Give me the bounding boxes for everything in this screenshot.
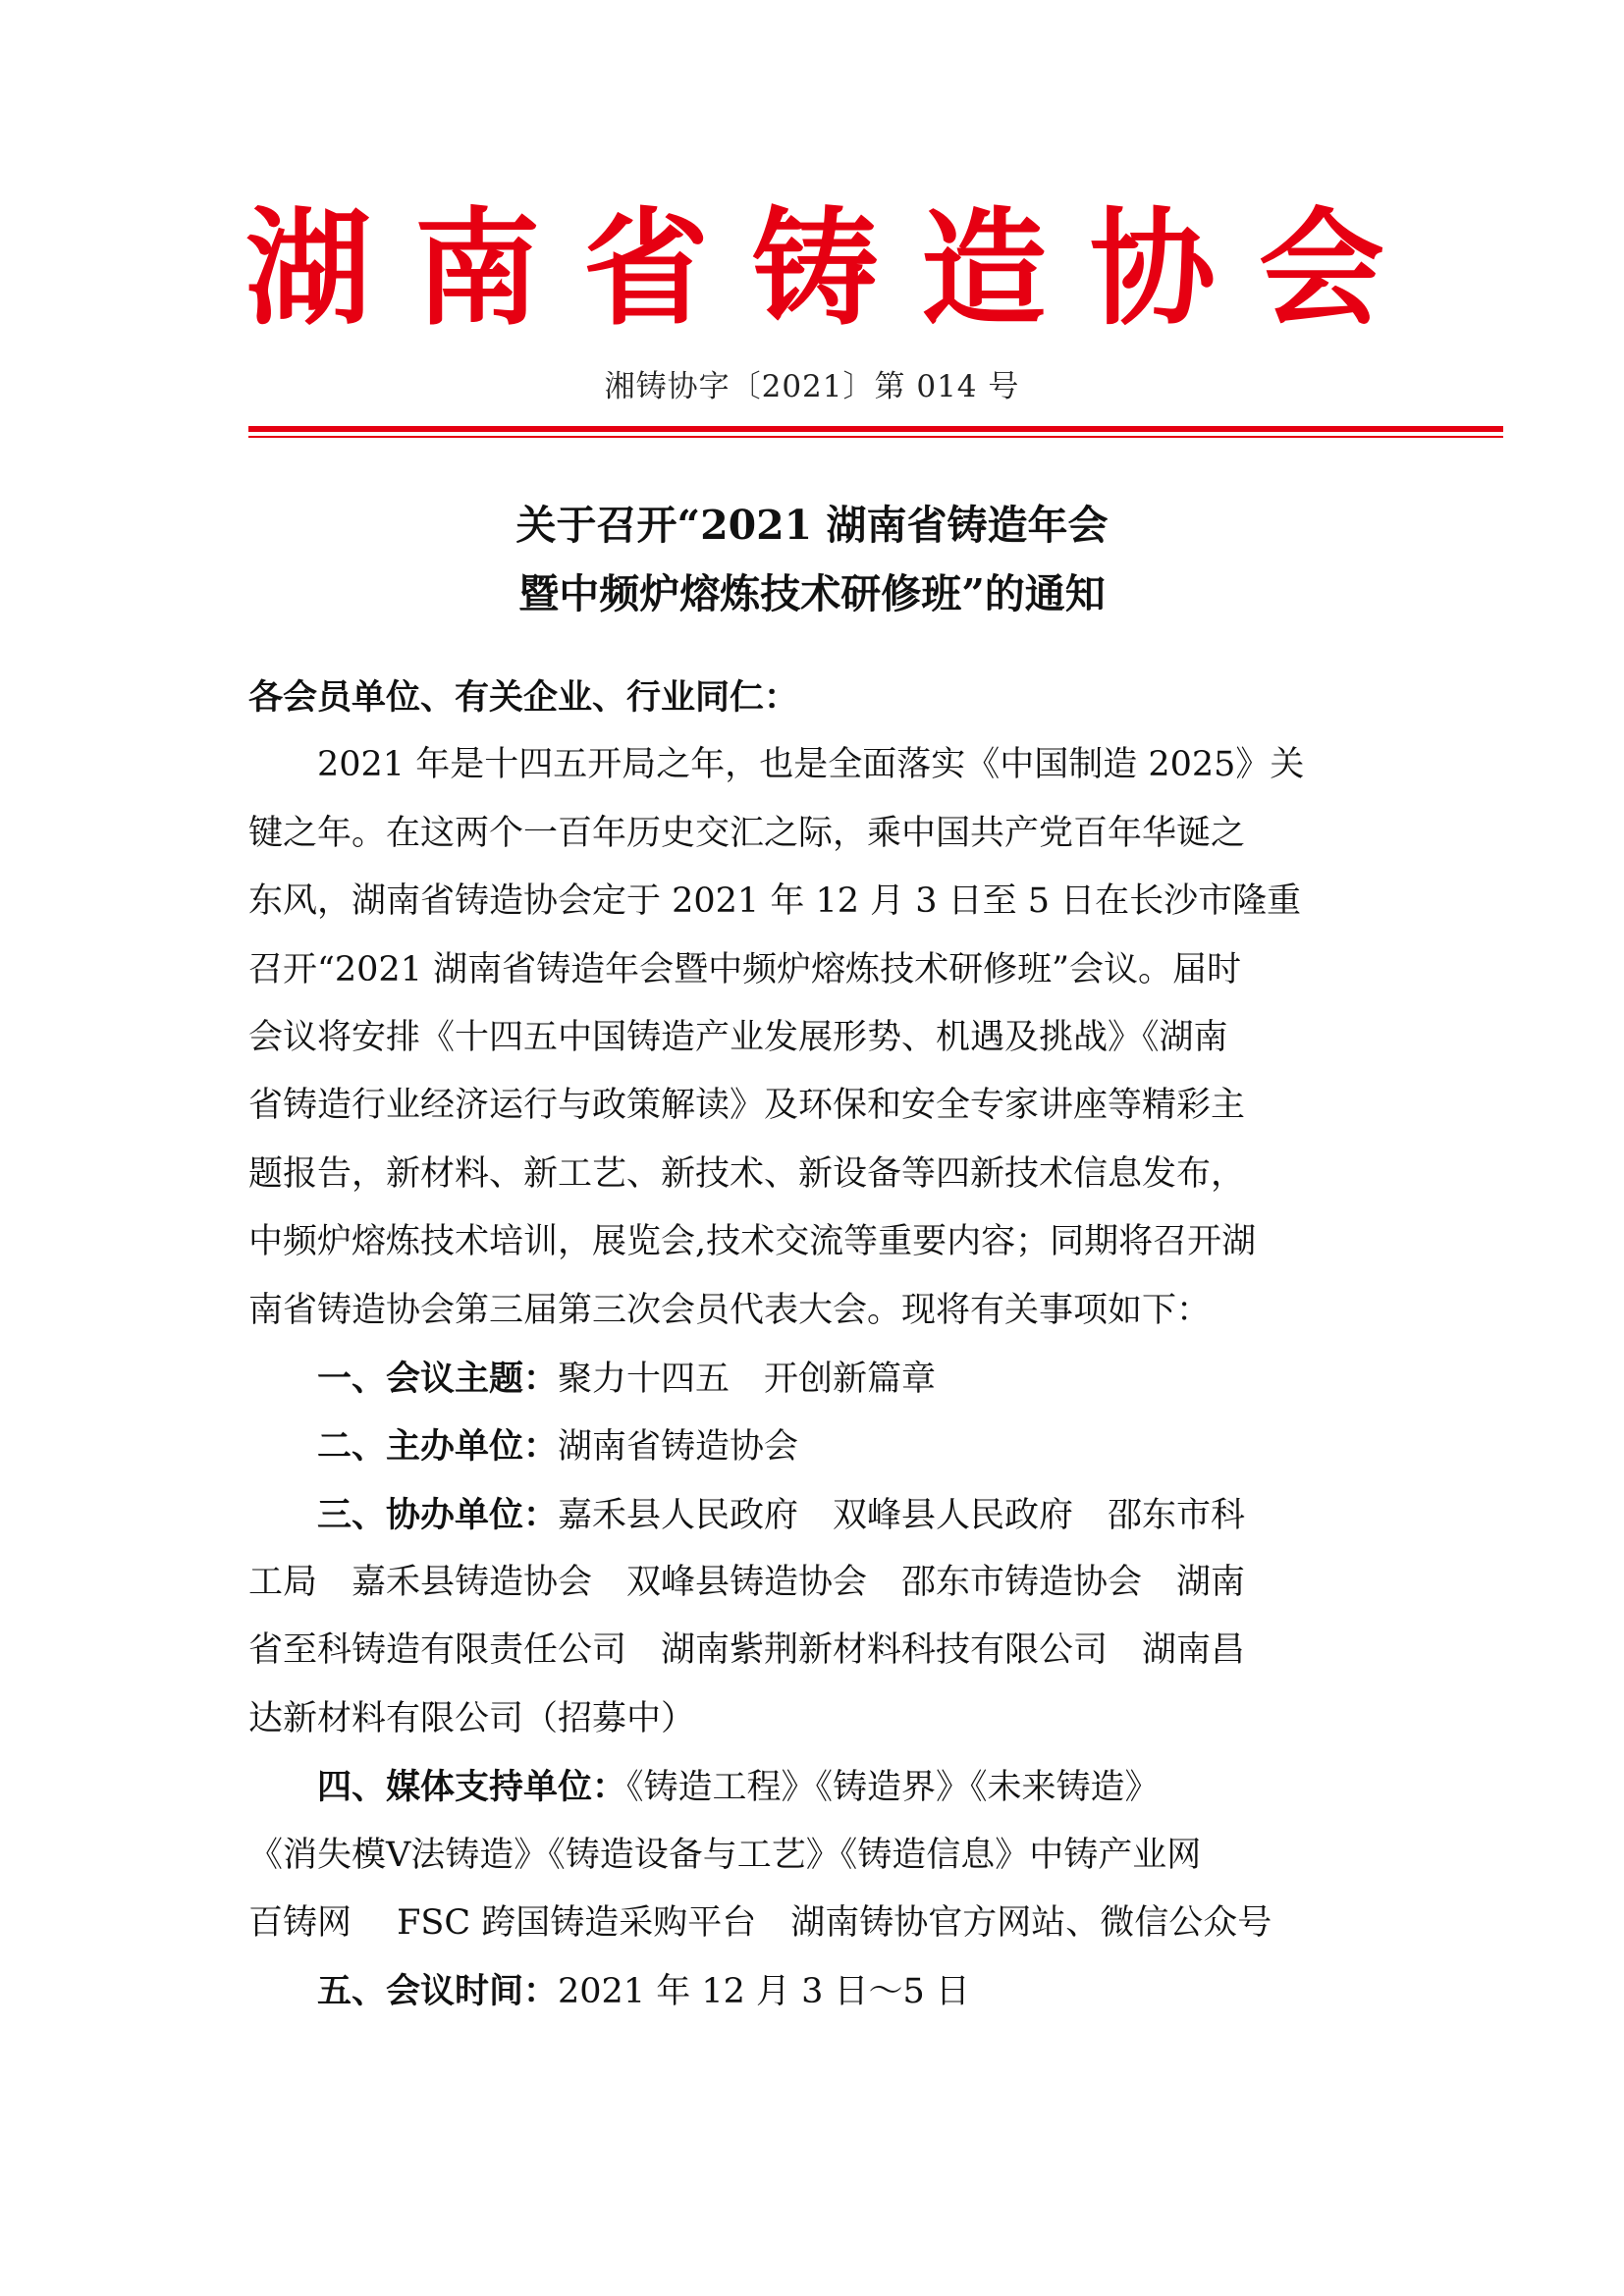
body-paragraph-line: 东风，湖南省铸造协会定于 2021 年 12 月 3 日至 5 日在长沙市隆重 [248,881,1302,922]
section-label: 五、会议时间： [317,1971,559,2012]
notice-title [0,491,1624,628]
section-co-organizers [248,1481,1387,1549]
salutation: 各会员单位、有关企业、行业同仁： [248,677,799,718]
section-label: 三、协办单位： [317,1494,559,1535]
section-value: 嘉禾县人民政府 双峰县人民政府 邵东市科 [558,1495,1246,1535]
section-value: 湖南省铸造协会 [558,1427,799,1468]
header-divider-thin [248,436,1503,438]
letterhead-char: 铸 [751,196,878,343]
section-value: 2021 年 12 月 3 日～5 日 [558,1972,970,2012]
section-continuation-line: 工局 嘉禾县铸造协会 双峰县铸造协会 邵东市铸造协会 湖南 [248,1563,1246,1603]
section-continuation-line: 达新材料有限公司（招募中） [248,1698,696,1738]
organization-letterhead [245,196,1384,344]
section-continuation-line: 省至科铸造有限责任公司 湖南紫荆新材料科技有限公司 湖南昌 [248,1630,1246,1671]
letterhead-char: 南 [413,196,540,343]
section-media-support [248,1753,1387,1821]
section-theme [248,1345,1387,1413]
notice-body [248,664,1387,2026]
section-value: 聚力十四五 开创新篇章 [558,1359,937,1399]
letterhead-char: 造 [920,196,1047,343]
body-paragraph-line: 会议将安排《十四五中国铸造产业发展形势、机遇及挑战》《湖南 [248,1017,1228,1057]
notice-title-line-2: 暨中频炉熔炼技术研修班”的通知 [518,570,1106,617]
letterhead-char: 会 [1258,196,1384,343]
body-paragraph-line: 题报告，新材料、新工艺、新技术、新设备等四新技术信息发布， [248,1153,1246,1194]
document-number: 湘铸协字〔2021〕第 014 号 [604,369,1020,404]
body-paragraph-line: 南省铸造协会第三届第三次会员代表大会。现将有关事项如下： [248,1290,1212,1330]
section-value: 《铸造工程》《铸造界》《未来铸造》 [626,1768,1160,1808]
section-label: 四、媒体支持单位： [317,1767,627,1808]
section-continuation-line: 《消失模Ⅴ法铸造》《铸造设备与工艺》《铸造信息》中铸产业网 [248,1835,1202,1875]
notice-title-line-1: 关于召开“2021 湖南省铸造年会 [515,502,1109,549]
section-continuation-line: 百铸网 FSC 跨国铸造采购平台 湖南铸协官方网站、微信公众号 [248,1903,1272,1944]
letterhead-char: 省 [582,196,709,343]
letterhead-char: 协 [1089,196,1216,343]
body-paragraph-line: 省铸造行业经济运行与政策解读》及环保和安全专家讲座等精彩主 [248,1086,1246,1126]
body-paragraph-line: 键之年。在这两个一百年历史交汇之际，乘中国共产党百年华诞之 [248,813,1246,853]
section-label: 二、主办单位： [317,1426,559,1468]
section-meeting-time [248,1957,1387,2025]
section-organizer [248,1413,1387,1480]
body-paragraph-line: 召开“2021 湖南省铸造年会暨中频炉熔炼技术研修班”会议。届时 [248,949,1241,989]
header-divider-thick [248,426,1503,432]
section-label: 一、会议主题： [317,1358,559,1399]
body-paragraph-line: 中频炉熔炼技术培训，展览会,技术交流等重要内容；同期将召开湖 [248,1222,1257,1262]
body-paragraph-line: 2021 年是十四五开局之年，也是全面落实《中国制造 2025》关 [317,745,1305,785]
letterhead-char: 湖 [245,196,372,343]
